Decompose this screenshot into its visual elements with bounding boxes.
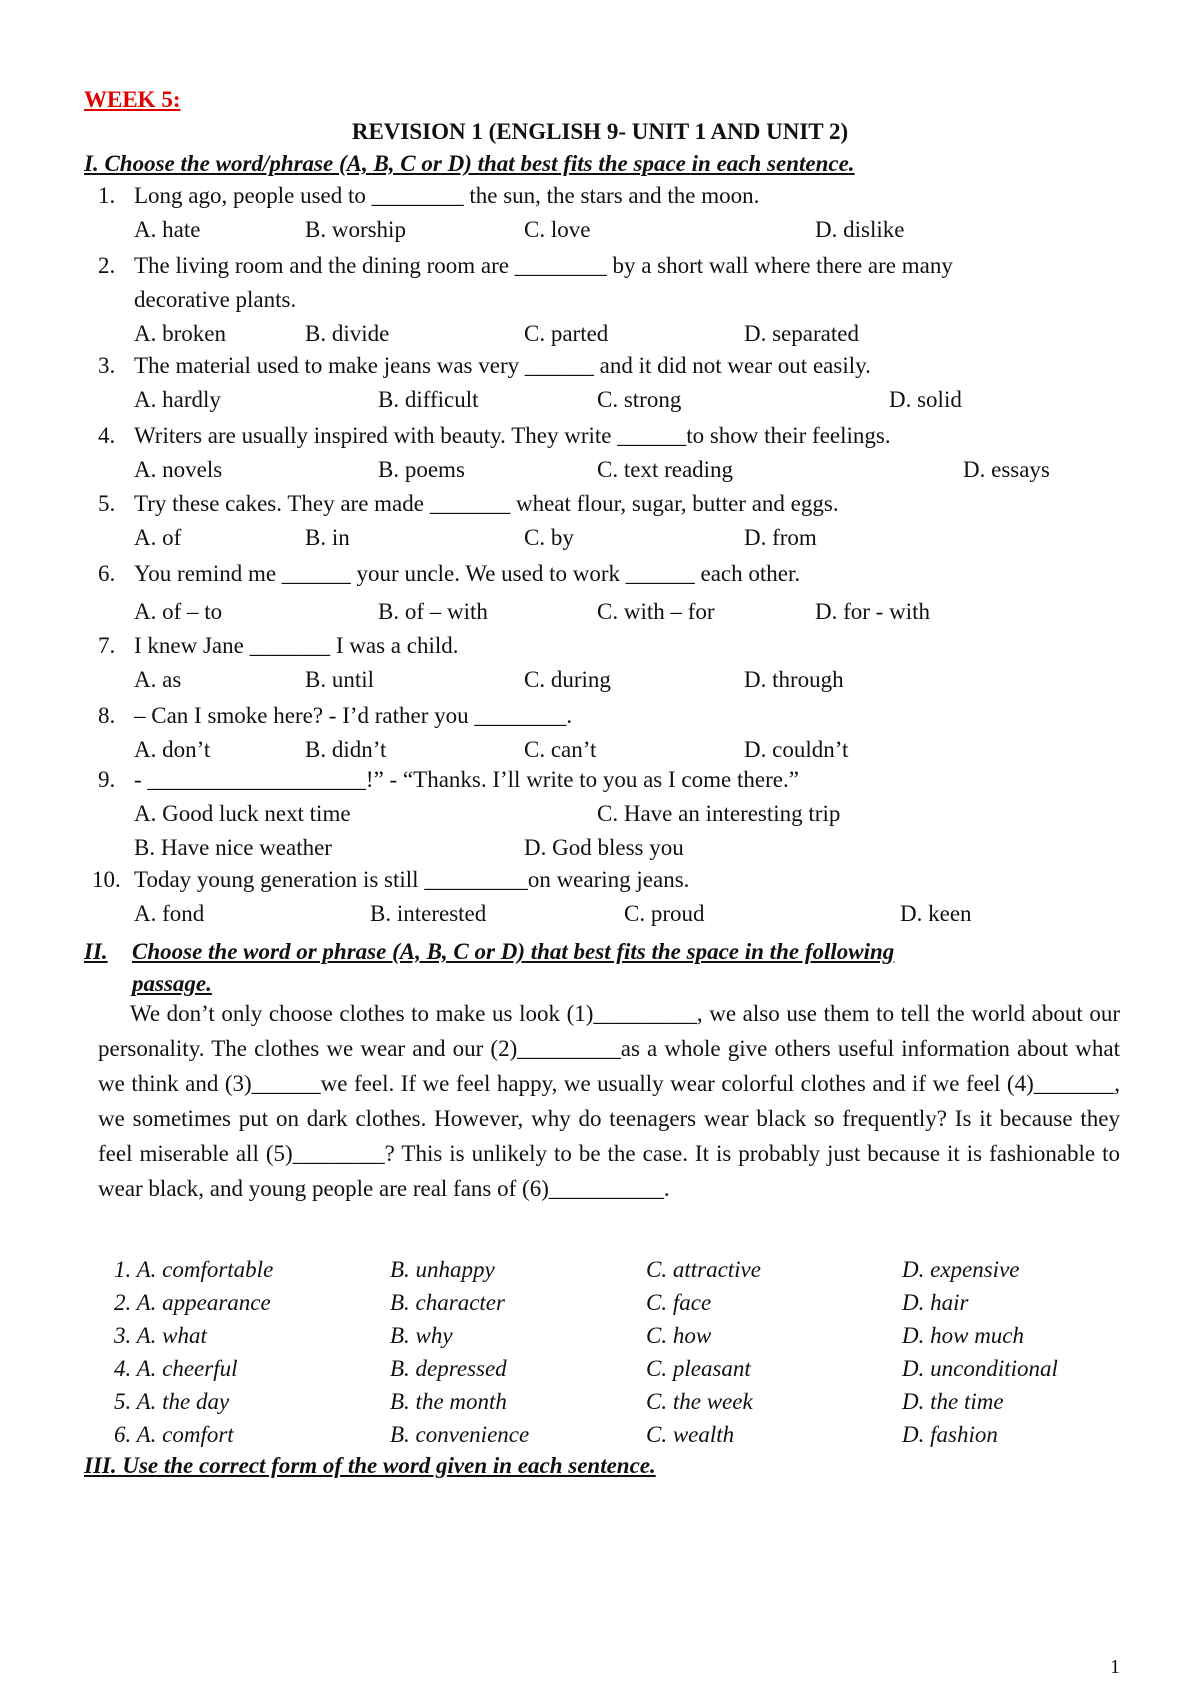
question-text: Try these cakes. They are made _______ wheat flour, sugar, butter and eggs.: [134, 491, 839, 516]
answer-option[interactable]: B. divide: [305, 321, 390, 346]
question-number: 4.: [98, 423, 116, 448]
answer-option[interactable]: B. difficult: [378, 387, 479, 412]
section-1-heading: [84, 150, 855, 178]
question-text: decorative plants.: [134, 287, 297, 312]
answer-option[interactable]: D. dislike: [815, 217, 905, 242]
answer-option[interactable]: C. Have an interesting trip: [597, 801, 841, 826]
passage-text: We don’t only choose clothes to make us look (1)_________, we also use them to tell the world about our personality. The clothes we wear and our (2)_________as a whole give others useful information about what we think and (3)______we feel. If we feel happy, we usually wear colorful clothes and if we feel (4)_______, we sometimes put on dark clothes. However, why do teenagers wear black so frequently? Is it because they feel miserable all (5)________? This is unlikely to be the case. It is probably just because it is fashionable to wear black, and young people are real fans of (6)__________.: [98, 1001, 1120, 1201]
passage-answer-option[interactable]: B. unhappy: [390, 1257, 495, 1282]
reading-passage: [98, 996, 1120, 1206]
passage-answer-option[interactable]: B. character: [390, 1290, 505, 1315]
answer-option[interactable]: B. interested: [370, 901, 487, 926]
passage-answer-option[interactable]: D. unconditional: [902, 1356, 1058, 1381]
answer-option[interactable]: B. in: [305, 525, 350, 550]
answer-option[interactable]: A. hate: [134, 217, 201, 242]
page-number: 1: [1110, 1656, 1120, 1678]
section-1-number: I.: [84, 151, 99, 176]
answer-option[interactable]: B. until: [305, 667, 375, 692]
answer-option[interactable]: D. God bless you: [524, 835, 684, 860]
answer-option[interactable]: A. fond: [134, 901, 205, 926]
passage-answer-option[interactable]: C. attractive: [646, 1257, 761, 1282]
answer-option[interactable]: B. Have nice weather: [134, 835, 332, 860]
question-text: You remind me ______ your uncle. We used to work ______ each other.: [134, 561, 801, 586]
passage-answer-option[interactable]: D. the time: [902, 1389, 1004, 1414]
question-number: 6.: [98, 561, 116, 586]
week-heading: WEEK 5:: [84, 87, 181, 112]
answer-option[interactable]: C. proud: [624, 901, 705, 926]
passage-answer-option[interactable]: 1. A. comfortable: [114, 1257, 274, 1282]
answer-option[interactable]: B. of – with: [378, 599, 488, 624]
passage-answer-option[interactable]: 2. A. appearance: [114, 1290, 271, 1315]
passage-answer-option[interactable]: B. the month: [390, 1389, 507, 1414]
passage-answer-option[interactable]: C. face: [646, 1290, 712, 1315]
section-1-text: Choose the word/phrase (A, B, C or D) that best fits the space in each sentence: [104, 151, 849, 176]
section-2-heading: [84, 938, 108, 966]
question-text: Long ago, people used to ________ the sun, the stars and the moon.: [134, 183, 760, 208]
answer-option[interactable]: D. from: [744, 525, 817, 550]
answer-option[interactable]: C. by: [524, 525, 574, 550]
answer-option[interactable]: D. couldn’t: [744, 737, 849, 762]
passage-answer-option[interactable]: B. why: [390, 1323, 453, 1348]
question-number: 8.: [98, 703, 116, 728]
passage-answer-option[interactable]: B. convenience: [390, 1422, 530, 1447]
question-text: Today young generation is still _________on wearing jeans.: [134, 867, 690, 892]
answer-option[interactable]: A. don’t: [134, 737, 211, 762]
answer-option[interactable]: C. text reading: [597, 457, 734, 482]
answer-option[interactable]: A. novels: [134, 457, 223, 482]
document-title: REVISION 1 (ENGLISH 9- UNIT 1 AND UNIT 2): [351, 119, 849, 144]
answer-option[interactable]: D. separated: [744, 321, 859, 346]
question-number: 1.: [98, 183, 116, 208]
section-1-period: .: [848, 151, 855, 176]
passage-answer-option[interactable]: C. the week: [646, 1389, 753, 1414]
question-number: 9.: [98, 767, 116, 792]
question-text: The living room and the dining room are ________ by a short wall where there are many: [134, 253, 953, 278]
passage-answer-option[interactable]: 3. A. what: [114, 1323, 207, 1348]
answer-option[interactable]: C. during: [524, 667, 611, 692]
question-text: Writers are usually inspired with beauty. They write ______to show their feelings.: [134, 423, 891, 448]
answer-option[interactable]: C. love: [524, 217, 591, 242]
section-3-heading: III. Use the correct form of the word given in each sentence.: [84, 1453, 656, 1478]
section-2-text-line-2: passage.: [132, 971, 212, 996]
answer-option[interactable]: D. solid: [889, 387, 962, 412]
answer-option[interactable]: B. didn’t: [305, 737, 387, 762]
question-number: 5.: [98, 491, 116, 516]
answer-option[interactable]: A. hardly: [134, 387, 221, 412]
answer-option[interactable]: C. can’t: [524, 737, 597, 762]
answer-option[interactable]: B. worship: [305, 217, 406, 242]
section-2-number: II.: [84, 939, 108, 964]
answer-option[interactable]: A. as: [134, 667, 182, 692]
passage-answer-option[interactable]: 6. A. comfort: [114, 1422, 234, 1447]
question-text: I knew Jane _______ I was a child.: [134, 633, 459, 658]
passage-answer-option[interactable]: 4. A. cheerful: [114, 1356, 238, 1381]
answer-option[interactable]: D. for - with: [815, 599, 930, 624]
question-text: The material used to make jeans was very ______ and it did not wear out easily.: [134, 353, 871, 378]
question-number: 2.: [98, 253, 116, 278]
question-number: 3.: [98, 353, 116, 378]
answer-option[interactable]: A. broken: [134, 321, 226, 346]
passage-answer-option[interactable]: C. pleasant: [646, 1356, 751, 1381]
passage-answer-option[interactable]: D. fashion: [902, 1422, 998, 1447]
passage-answer-option[interactable]: D. hair: [902, 1290, 969, 1315]
answer-option[interactable]: C. with – for: [597, 599, 715, 624]
passage-answer-option[interactable]: D. how much: [902, 1323, 1025, 1348]
answer-option[interactable]: A. Good luck next time: [134, 801, 351, 826]
passage-answer-option[interactable]: C. how: [646, 1323, 712, 1348]
answer-option[interactable]: C. parted: [524, 321, 609, 346]
answer-option[interactable]: D. essays: [963, 457, 1050, 482]
question-number: 7.: [98, 633, 116, 658]
passage-answer-option[interactable]: C. wealth: [646, 1422, 735, 1447]
answer-option[interactable]: C. strong: [597, 387, 682, 412]
question-text: - ___________________!” - “Thanks. I’ll write to you as I come there.”: [134, 767, 799, 792]
passage-answer-option[interactable]: D. expensive: [902, 1257, 1020, 1282]
answer-option[interactable]: A. of – to: [134, 599, 223, 624]
answer-option[interactable]: D. through: [744, 667, 844, 692]
question-text: – Can I smoke here? - I’d rather you ________.: [134, 703, 573, 728]
answer-option[interactable]: D. keen: [900, 901, 972, 926]
answer-option[interactable]: A. of: [134, 525, 182, 550]
answer-option[interactable]: B. poems: [378, 457, 465, 482]
question-number: 10.: [92, 867, 121, 892]
passage-answer-option[interactable]: 5. A. the day: [114, 1389, 230, 1414]
passage-answer-option[interactable]: B. depressed: [390, 1356, 507, 1381]
section-2-text-line-1: Choose the word or phrase (A, B, C or D) that best fits the space in the following: [132, 939, 895, 964]
